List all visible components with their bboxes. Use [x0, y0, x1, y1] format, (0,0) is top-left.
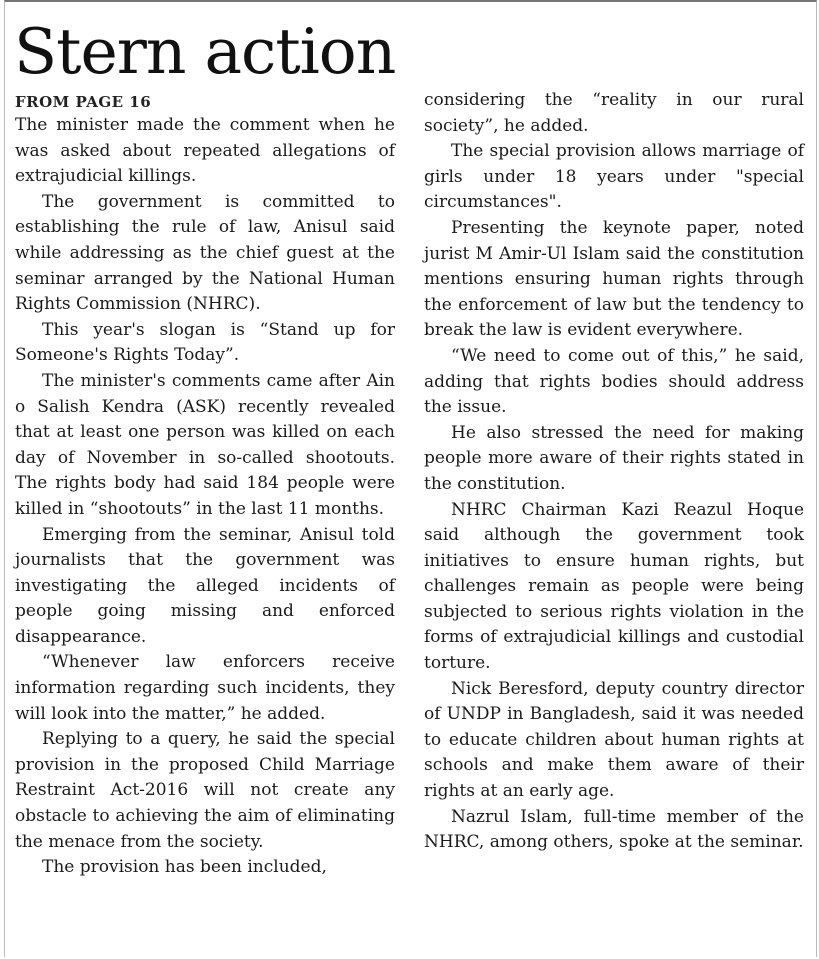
headline: Stern action [14, 15, 396, 88]
paragraph: Presenting the keynote paper, noted jurist M Amir-Ul Islam said the constitution mentions ensuring human rights through the enforcement of law but the tendency to break the law is evident everywhere. [424, 217, 804, 341]
paragraph: The provision has been included, [42, 857, 327, 878]
paragraph: Emerging from the seminar, Anisul told journalists that the government was investigating the alleged incidents of people going missing and enforced disappearance. [15, 524, 395, 647]
right-column [424, 88, 804, 856]
jump-line: FROM PAGE 16 [15, 93, 152, 111]
paragraph: Nazrul Islam, full-time member of the NHRC, among others, spoke at the seminar. [424, 806, 804, 853]
paragraph: The minister's comments came after Ain o Salish Kendra (ASK) recently revealed that at least one person was killed on each day of November in so-called shootouts. The rights body had said 184 people were killed in “shootouts” in the last 11 months. [15, 370, 395, 519]
left-column [15, 113, 395, 881]
paragraph: Replying to a query, he said the special provision in the proposed Child Marriage Restraint Act-2016 will not create any obstacle to achieving the aim of eliminating the menace from the society. [15, 729, 395, 852]
paragraph: considering the “reality in our rural society”, he added. [424, 90, 804, 136]
paragraph: This year's slogan is “Stand up for Someone's Rights Today”. [15, 319, 395, 366]
paragraph: Nick Beresford, deputy country director of UNDP in Bangladesh, said it was needed to educate children about human rights at schools and make them aware of their rights at an early age. [424, 678, 804, 802]
paragraph: “Whenever law enforcers receive information regarding such incidents, they will look into the matter,” he added. [15, 652, 395, 724]
paragraph: NHRC Chairman Kazi Reazul Hoque said although the government took initiatives to ensure human rights, but challenges remain as people were being subjected to serious rights violation in the forms of extrajudicial killings and custodial torture. [424, 499, 804, 674]
paragraph: He also stressed the need for making people more aware of their rights stated in the constitution. [424, 422, 804, 494]
paragraph: “We need to come out of this,” he said, adding that rights bodies should address the issue. [424, 345, 804, 418]
paragraph: The special provision allows marriage of girls under 18 years under "special circumstances". [424, 141, 804, 213]
paragraph: The government is committed to establishing the rule of law, Anisul said while addressing as the chief guest at the seminar arranged by the National Human Rights Commission (NHRC). [15, 191, 395, 315]
paragraph: The minister made the comment when he was asked about repeated allegations of extrajudicial killings. [15, 115, 395, 187]
